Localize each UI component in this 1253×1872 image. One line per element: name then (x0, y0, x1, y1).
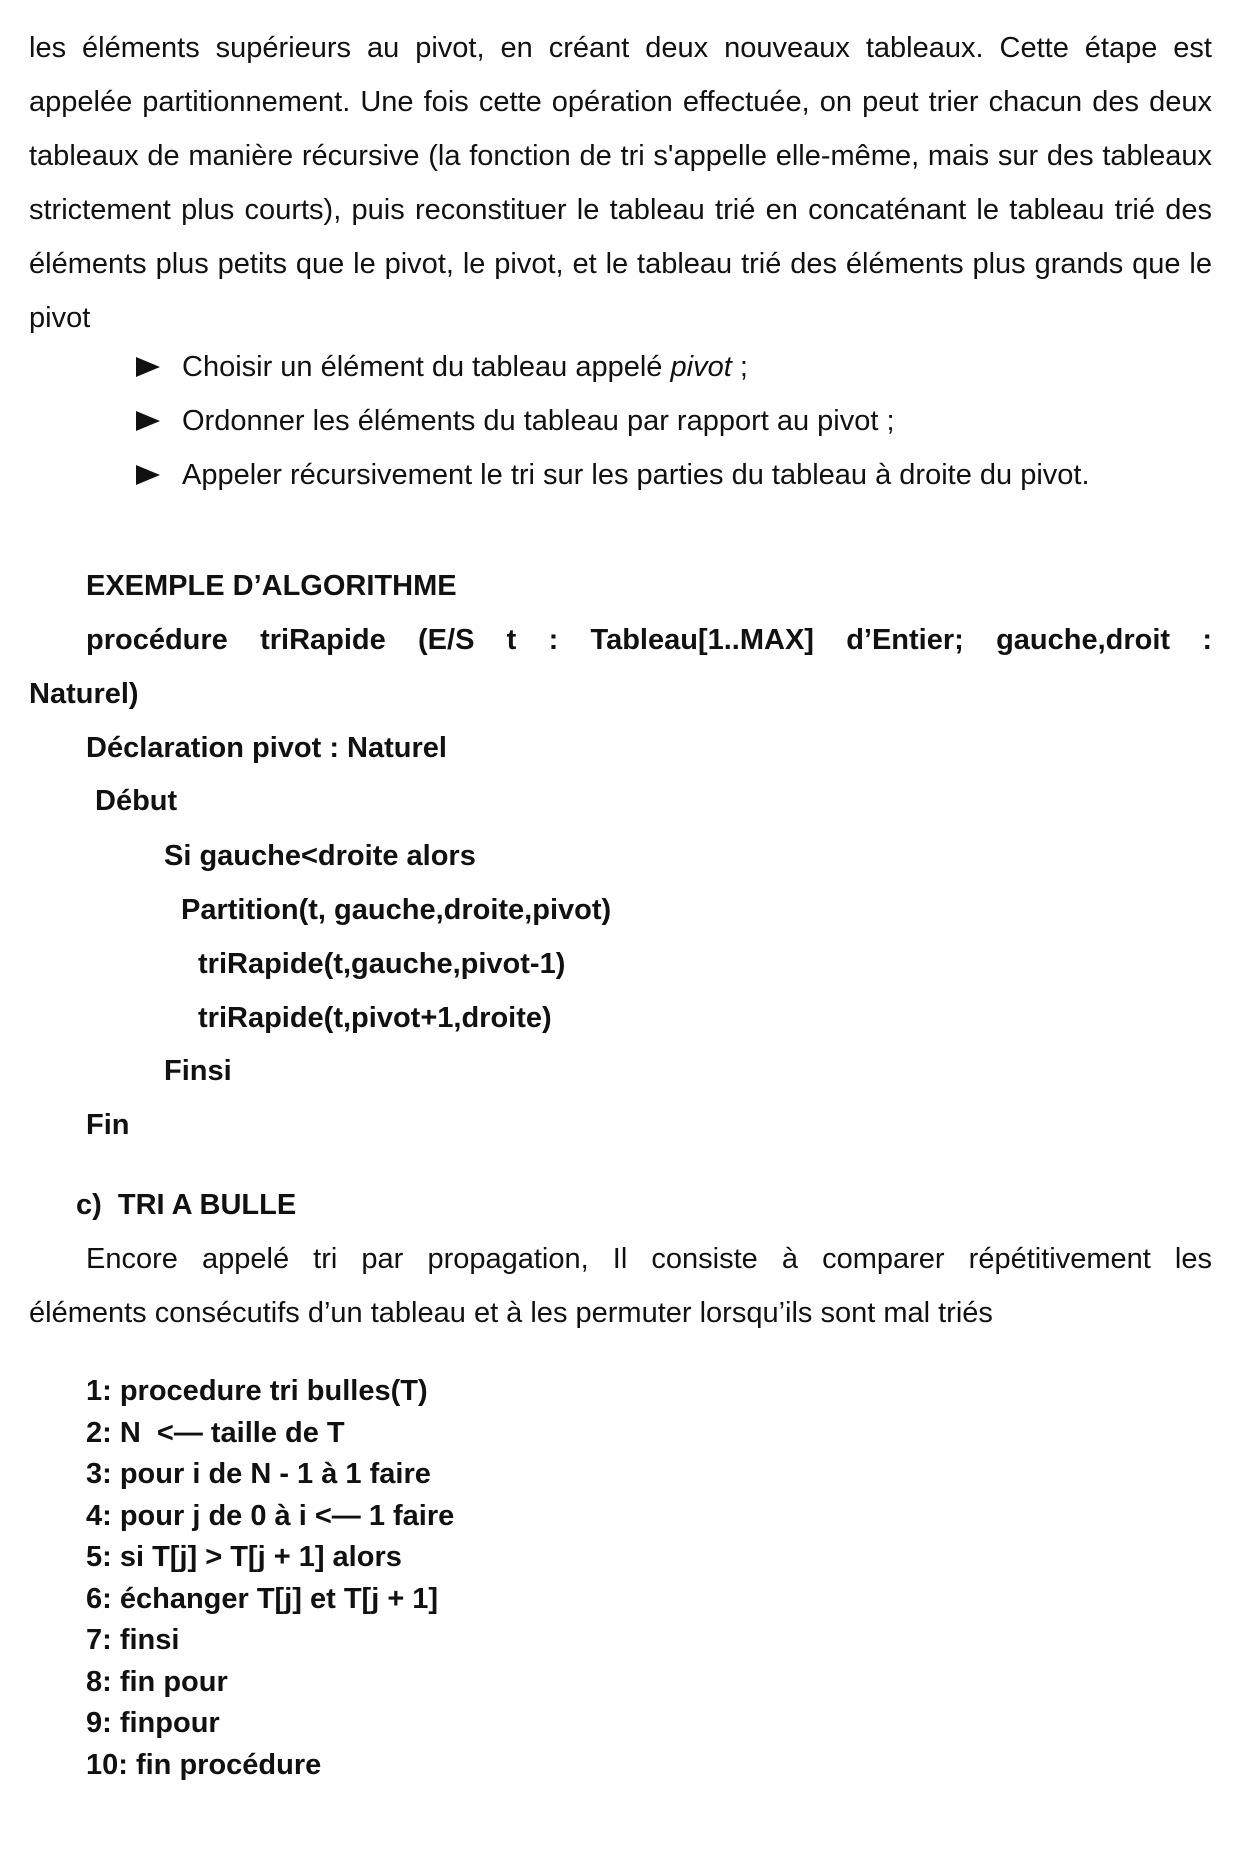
list-item (130, 340, 1090, 394)
triangle-bullet-icon (136, 357, 160, 377)
procedure-signature-cont: Naturel) (29, 678, 139, 710)
steps-list (130, 340, 1090, 502)
bubble-description-cont: éléments consécutifs d’un tableau et à les permuter lorsqu’ils sont mal triés (29, 1297, 993, 1329)
triangle-bullet-icon (136, 411, 160, 431)
code-line: 5: si T[j] > T[j + 1] alors (86, 1541, 402, 1573)
code-line: 10: fin procédure (86, 1748, 322, 1781)
fin-line: Fin (86, 1109, 130, 1141)
si-line: Si gauche<droite alors (164, 840, 476, 872)
code-line: 3: pour i de N - 1 à 1 faire (86, 1458, 431, 1490)
finsi-line: Finsi (164, 1055, 232, 1087)
code-line: 6: échanger T[j] et T[j + 1] (86, 1582, 439, 1615)
intro-paragraph: les éléments supérieurs au pivot, en créant deux nouveaux tableaux. Cette étape est appelée partitionnement. Une fois cette opération effectuée, on peut trier chacun des deux tableaux de manière récursive (la fonction de tri s'appelle elle-même, mais sur des tableaux strictement plus courts), puis reconstituer le tableau trié en concaténant le tableau trié des éléments plus petits que le pivot, le pivot, et le tableau trié des éléments plus grands que le pivot (29, 32, 1212, 334)
list-item (130, 448, 1090, 502)
code-line: 4: pour j de 0 à i <— 1 faire (86, 1499, 455, 1532)
partition-line: Partition(t, gauche,droite,pivot) (181, 894, 612, 926)
code-line: 9: finpour (86, 1707, 220, 1739)
bubble-sort-pseudocode (86, 1371, 454, 1786)
triangle-bullet-icon (136, 465, 160, 485)
bubble-description: Encore appelé tri par propagation, Il consiste à comparer répétitivement les (86, 1243, 1212, 1275)
bullet-suffix: ; (731, 350, 748, 383)
bullet-text: Appeler récursivement le tri sur les parties du tableau à droite du pivot. (182, 458, 1090, 491)
list-item (130, 394, 1090, 448)
section-heading-bubble-sort: c) TRI A BULLE (76, 1189, 297, 1221)
debut-line: Début (95, 785, 178, 817)
recursive-call-right: triRapide(t,pivot+1,droite) (198, 1002, 552, 1034)
code-line: 8: fin pour (86, 1665, 228, 1698)
recursive-call-left: triRapide(t,gauche,pivot-1) (198, 948, 566, 980)
bullet-text: Ordonner les éléments du tableau par rapport au pivot ; (182, 404, 895, 437)
code-line: 2: N <— taille de T (86, 1416, 345, 1449)
algorithm-heading: EXEMPLE D’ALGORITHME (86, 570, 457, 602)
bullet-emphasis: pivot (670, 350, 732, 383)
procedure-signature: procédure triRapide (E/S t : Tableau[1..MAX] d’Entier; gauche,droit : (86, 624, 1212, 656)
code-line: 1: procedure tri bulles(T) (86, 1375, 428, 1407)
declaration-line: Déclaration pivot : Naturel (86, 732, 447, 764)
code-line: 7: finsi (86, 1624, 180, 1656)
bullet-text: Choisir un élément du tableau appelé (182, 350, 671, 383)
